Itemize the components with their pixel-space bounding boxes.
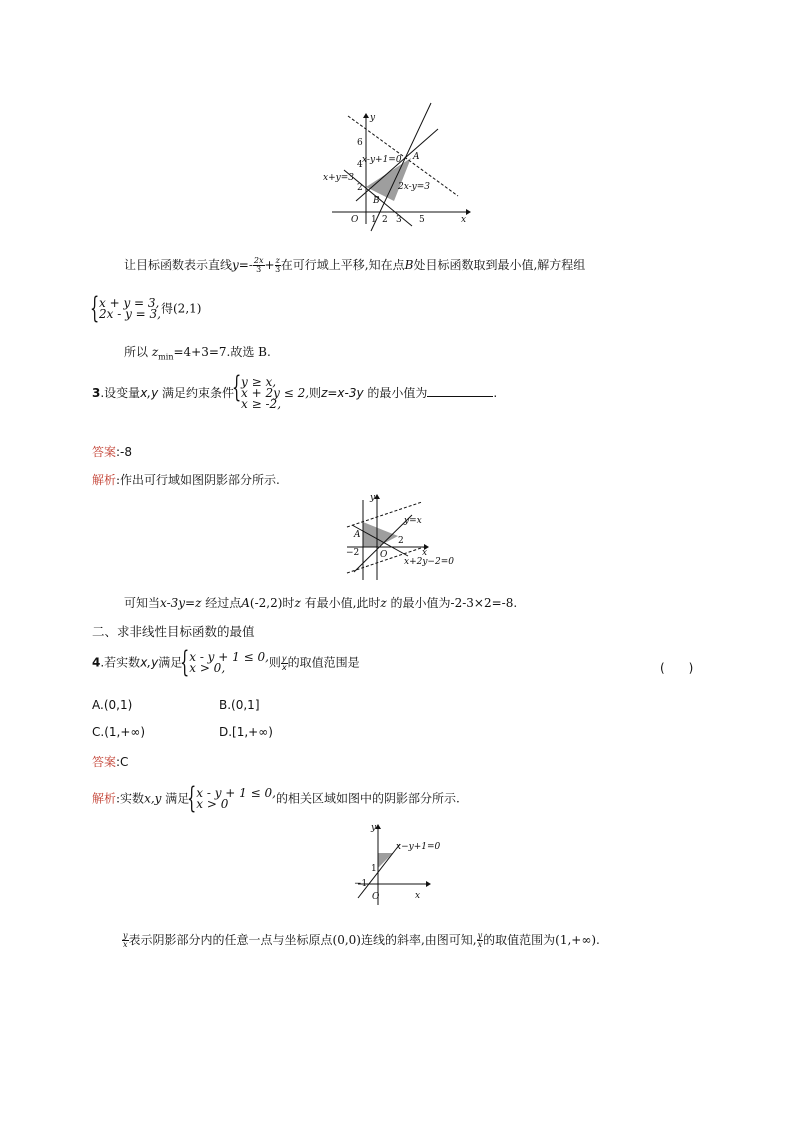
fraction-z-3: $\frac{z}{3}$ bbox=[275, 256, 281, 274]
figure-2-label-A: A bbox=[354, 530, 361, 540]
figure-3-line bbox=[358, 844, 400, 898]
option-A[interactable]: A.(0,1) bbox=[92, 698, 133, 712]
para4-text-5: 的最小值为-2-3×2=-8. bbox=[386, 596, 518, 610]
paragraph-objective-line bbox=[124, 256, 585, 274]
figure-1-y-arrow bbox=[363, 113, 369, 118]
point-A: A bbox=[241, 596, 250, 610]
para1-text-3: 处目标函数取到最小值,解方程组 bbox=[413, 258, 586, 272]
para4-text: 可知当 bbox=[124, 596, 161, 610]
para1-eq: y=- bbox=[232, 258, 253, 272]
question-3-expr: z=x-3y bbox=[321, 386, 364, 400]
fraction-y-x: $\frac{y}{x}$ bbox=[281, 653, 287, 672]
figure-1-label-line3: 2x-y=3 bbox=[398, 182, 431, 192]
figure-1-ytick-2: 2 bbox=[357, 183, 363, 193]
option-B[interactable]: B.(0,1] bbox=[219, 698, 260, 712]
figure-1-xtick-2: 2 bbox=[382, 215, 388, 225]
figure-1-y-label: y bbox=[370, 113, 376, 123]
question-4-vars: x,y bbox=[140, 655, 159, 670]
para4-z: z bbox=[294, 596, 301, 610]
fraction-y-over-x: $\frac{y}{x}$ bbox=[123, 931, 128, 949]
para4-text-4: 有最小值,此时 bbox=[300, 596, 381, 610]
figure-1-origin: O bbox=[351, 215, 359, 225]
para3-text-2: =4+3=7.故选 B. bbox=[173, 345, 271, 359]
question-3-text-4: 的最小值为 bbox=[363, 386, 428, 400]
system-result: 得(2,1) bbox=[161, 301, 202, 316]
question-3-text: .设变量 bbox=[100, 386, 141, 400]
solution-4 bbox=[92, 788, 460, 810]
fraction-2x-3: $\frac{2x}{3}$ bbox=[253, 256, 264, 274]
figure-3-origin: O bbox=[372, 892, 380, 902]
para5-text: 表示阴影部分内的任意一点与坐标原点(0,0)连线的斜率,由图可知, bbox=[128, 933, 477, 947]
figure-1-xtick-1: 1 bbox=[371, 215, 377, 225]
plus-sign: + bbox=[264, 258, 275, 272]
para4-text-3: (-2,2)时 bbox=[249, 596, 295, 610]
figure-1-label-A: A bbox=[413, 152, 420, 162]
figure-2-origin: O bbox=[380, 550, 388, 560]
figure-1-x-arrow bbox=[466, 209, 471, 215]
answer-label: 答案 bbox=[92, 445, 117, 459]
question-3-constraints: { y ≥ x, x + 2y ≤ 2, x ≥ -2, bbox=[234, 377, 309, 410]
figure-3-y-label: y bbox=[371, 823, 377, 833]
question-4-paren: ( ) bbox=[660, 661, 694, 675]
section-heading: 二、求非线性目标函数的最值 bbox=[92, 624, 255, 639]
figure-2-feasible-region bbox=[342, 490, 460, 584]
answer-4 bbox=[92, 753, 128, 770]
para3-text: 所以 bbox=[124, 345, 149, 359]
para3-sub: min bbox=[158, 352, 174, 362]
paragraph-conclusion bbox=[122, 931, 600, 949]
para4-eq: x-3y=z bbox=[160, 596, 202, 610]
equation-system-1 bbox=[92, 298, 201, 320]
solution-label: 解析 bbox=[92, 473, 117, 487]
figure-1-xtick-3: 3 bbox=[396, 215, 402, 225]
solution-3 bbox=[92, 471, 280, 488]
point-B: B bbox=[404, 258, 414, 272]
figure-3-x-arrow bbox=[426, 881, 431, 887]
question-4-text-2: 满足 bbox=[158, 655, 183, 670]
solution-text: :作出可行域如图阴影部分所示. bbox=[116, 473, 280, 487]
question-3-number: 3 bbox=[92, 386, 101, 400]
figure-2-label-line: x+2y−2=0 bbox=[404, 557, 454, 567]
solution-vars: x,y bbox=[144, 791, 162, 806]
solution-text: :实数 bbox=[116, 791, 145, 806]
question-3-text-3: 则 bbox=[309, 386, 322, 400]
figure-1-label-line2: x+y=3 bbox=[323, 173, 354, 183]
para1-text: 让目标函数表示直线 bbox=[124, 258, 233, 272]
solution-text-2: 满足 bbox=[161, 791, 190, 806]
figure-3-label-1: 1 bbox=[371, 864, 377, 874]
question-3-vars: x,y bbox=[140, 386, 159, 400]
answer-3 bbox=[92, 443, 132, 460]
para4-z-2: z bbox=[380, 596, 387, 610]
answer-label: 答案 bbox=[92, 755, 117, 769]
para5-text-2: 的取值范围为(1,+∞). bbox=[483, 933, 600, 947]
para3-z: z bbox=[151, 345, 159, 359]
question-3-text-2: 满足约束条件 bbox=[158, 386, 235, 400]
figure-2-label-neg2: −2 bbox=[346, 548, 360, 558]
question-3 bbox=[92, 377, 497, 410]
figure-3-label-line: x−y+1=0 bbox=[396, 842, 440, 852]
fraction-y-over-x-2: $\frac{y}{x}$ bbox=[477, 931, 483, 949]
figure-1-feasible-region bbox=[318, 98, 473, 234]
answer-value: :C bbox=[116, 755, 129, 769]
option-D[interactable]: D.[1,+∞) bbox=[219, 725, 273, 739]
paragraph-zmin bbox=[124, 343, 271, 361]
figure-1-xtick-5: 5 bbox=[419, 215, 425, 225]
figure-2-y-label: y bbox=[370, 493, 376, 503]
para1-text-2: 在可行域上平移,知在点 bbox=[280, 258, 405, 272]
question-4-text: .若实数 bbox=[100, 655, 141, 670]
question-4 bbox=[92, 652, 360, 674]
figure-3-label-neg1: −1 bbox=[354, 879, 368, 889]
solution-constraints: { x - y + 1 ≤ 0, x > 0 bbox=[189, 788, 276, 810]
question-3-end: . bbox=[493, 386, 498, 400]
para4-text-2: 经过点 bbox=[201, 596, 242, 610]
figure-3-x-label: x bbox=[415, 891, 421, 901]
question-4-number: 4 bbox=[92, 655, 101, 670]
question-4-constraints: { x - y + 1 ≤ 0, x > 0, bbox=[182, 652, 269, 674]
paragraph-min-value bbox=[124, 594, 517, 611]
figure-1-label-B: B bbox=[373, 196, 380, 206]
answer-value: :-8 bbox=[116, 445, 133, 459]
figure-1-ytick-4: 4 bbox=[357, 160, 363, 170]
question-4-text-3: 则 bbox=[268, 655, 281, 670]
figure-1-ytick-6: 6 bbox=[357, 138, 363, 148]
figure-1-label-line1: x-y+1=0 bbox=[362, 155, 402, 165]
system-brace: { x + y = 3, 2x - y = 3, bbox=[92, 298, 161, 320]
figure-2-label-2: 2 bbox=[398, 536, 404, 546]
option-C[interactable]: C.(1,+∞) bbox=[92, 725, 146, 739]
figure-2-label-yx: y=x bbox=[404, 516, 422, 526]
figure-1-x-label: x bbox=[461, 215, 467, 225]
figure-2-x-label: x bbox=[422, 548, 428, 558]
answer-blank[interactable] bbox=[427, 386, 493, 397]
question-4-text-4: 的取值范围是 bbox=[287, 655, 360, 670]
solution-text-3: 的相关区域如图中的阴影部分所示. bbox=[275, 791, 460, 806]
figure-3-region bbox=[350, 820, 440, 908]
solution-label: 解析 bbox=[92, 791, 117, 806]
